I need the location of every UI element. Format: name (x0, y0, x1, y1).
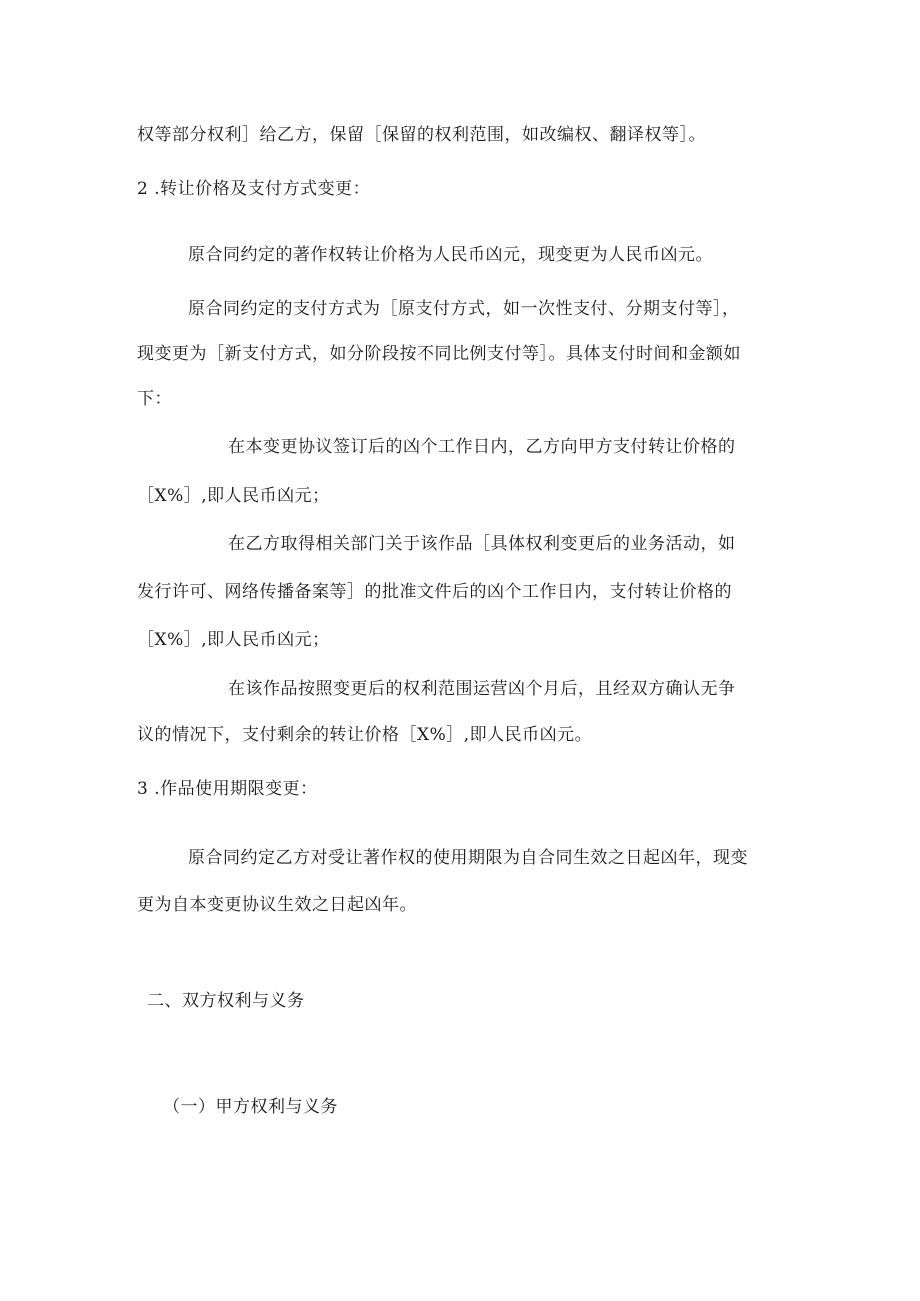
payment-item-1-line-2: ［X%］,即人民币凶元； (137, 486, 330, 506)
payment-item-2-line-1: 在乙方取得相关部门关于该作品［具体权利变更后的业务活动，如 (228, 534, 736, 554)
section-2-para-2-line-3: 下： (137, 389, 172, 409)
section-2-para-2-line-2: 现变更为［新支付方式，如分阶段按不同比例支付等］。具体支付时间和金额如 (137, 344, 741, 364)
payment-item-2-line-3: ［X%］,即人民币凶元； (137, 630, 330, 650)
chapter-2-heading: 二、双方权利与义务 (147, 991, 305, 1011)
continuation-line: 权等部分权利］给乙方，保留［保留的权利范围，如改编权、翻译权等］。 (137, 125, 706, 145)
section-3-para-1-line-1: 原合同约定乙方对受让著作权的使用期限为自合同生效之日起凶年，现变 (188, 848, 748, 868)
payment-item-3-line-1: 在该作品按照变更后的权利范围运营凶个月后，且经双方确认无争 (228, 679, 736, 699)
section-2-heading: 2 .转让价格及支付方式变更： (137, 179, 371, 199)
section-2-para-2-line-1: 原合同约定的支付方式为［原支付方式，如一次性支付、分期支付等］， (188, 299, 740, 319)
section-3-para-1-line-2: 更为自本变更协议生效之日起凶年。 (137, 895, 417, 915)
subsection-1-heading: （一）甲方权利与义务 (163, 1097, 338, 1117)
payment-item-1-line-1: 在本变更协议签订后的凶个工作日内，乙方向甲方支付转让价格的 (228, 437, 736, 457)
payment-item-2-line-2: 发行许可、网络传播备案等］的批准文件后的凶个工作日内，支付转让价格的 (137, 582, 732, 602)
payment-item-3-line-2: 议的情况下，支付剩余的转让价格［X%］,即人民币凶元。 (137, 725, 593, 745)
section-2-para-1: 原合同约定的著作权转让价格为人民币凶元，现变更为人民币凶元。 (188, 245, 713, 265)
section-3-heading: 3 .作品使用期限变更： (137, 779, 318, 799)
